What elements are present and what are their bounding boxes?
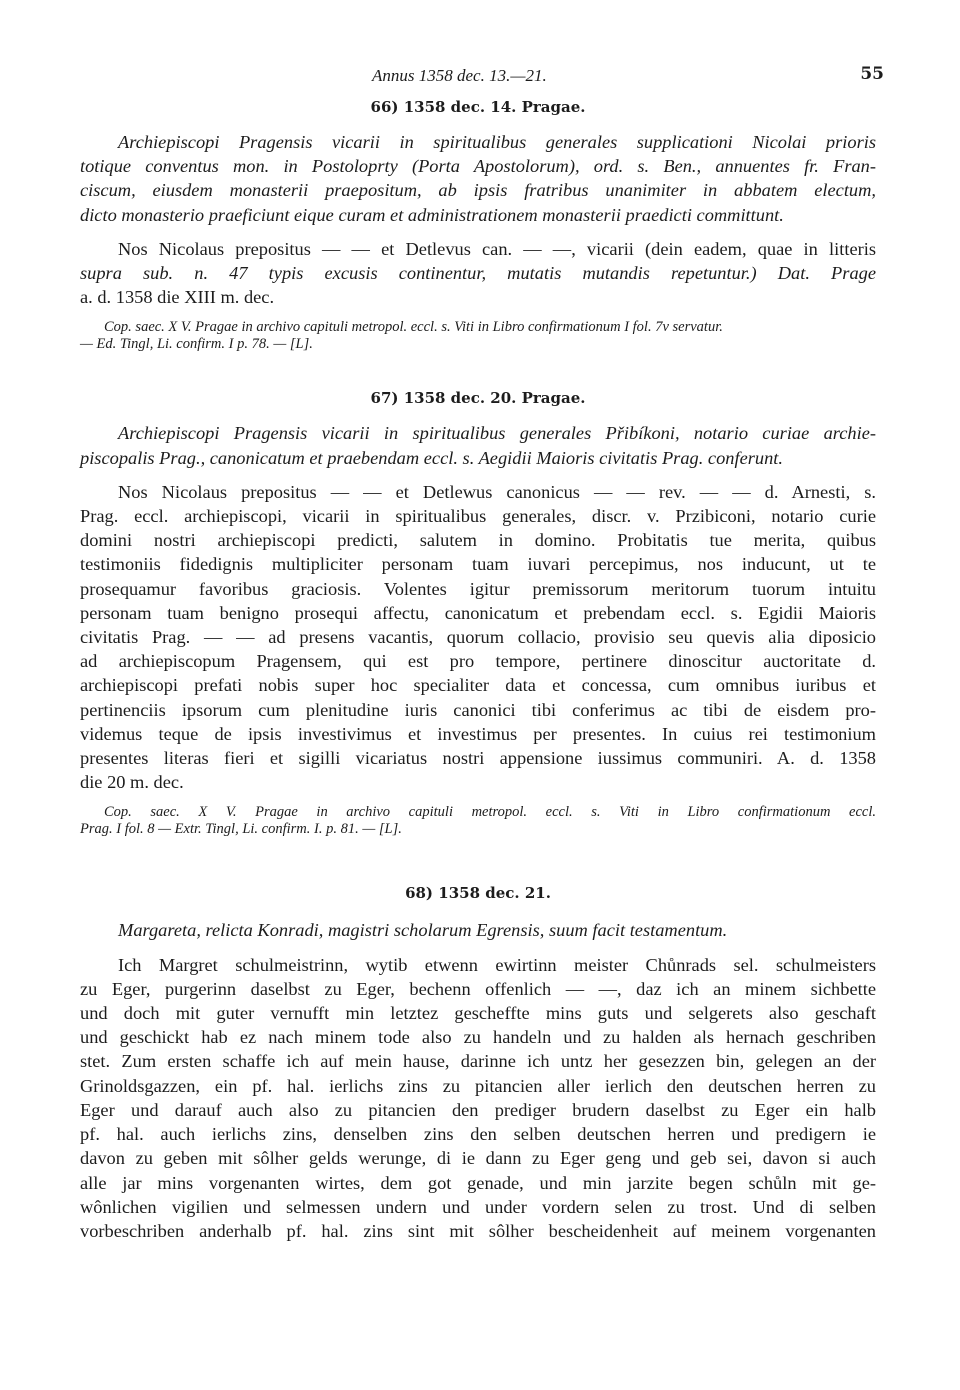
entry-68 bbox=[80, 884, 876, 1243]
entry-67 bbox=[80, 389, 876, 838]
entry-regest: Margareta, relicta Konradi, magistri scholarum Egrensis, suum facit testamentum. bbox=[118, 920, 728, 941]
page-header bbox=[80, 64, 884, 94]
entry-regest: Archiepiscopi Pragensis vicarii in spiritualibus generales Přibíkoni, notario curiae archie- piscopalis Prag., canonicatum et praebendam eccl. s. Aegidii Maioris civitatis Prag. conferunt. bbox=[80, 423, 876, 468]
entry-regest: Archiepiscopi Pragensis vicarii in spiritualibus generales supplicationi Nicolai prioris totique conventus mon. in Postoloprty (Porta Apostolorum), ord. s. Ben., annuentes fr. Fran- ciscum, eiusdem monasterii praepositum, ab ipsis fratribus unanimiter in abbatem electum, dicto monasterio praeficiunt eique curam et administrationem monasterii praedicti committunt. bbox=[80, 132, 876, 225]
running-title: Annus 1358 dec. 13.—21. bbox=[372, 66, 547, 85]
page-number: 55 bbox=[860, 64, 884, 84]
entry-66 bbox=[80, 98, 876, 353]
entry-heading: 68) 1358 dec. 21. bbox=[405, 884, 551, 903]
entry-text: Nos Nicolaus prepositus — — et Detlevus can. — —, vicarii (dein eadem, quae in litteris supra sub. n. 47 typis excusis continentur, mutatis mutandis repetuntur.) Dat. Prage a. d. 1358 die XIII m. dec. bbox=[80, 238, 876, 308]
entry-source-note: Cop. saec. X V. Pragae in archivo capituli metropol. eccl. s. Viti in Libro confirmationum eccl. Prag. I fol. 8 — Extr. Tingl, Li. confirm. I. p. 81. — [L]. bbox=[80, 804, 876, 838]
entry-text: Ich Margret schulmeistrinn, wytib etwenn ewirtinn meister Chůnrads sel. schulmeisters zu Eger, purgerinn daselbst zu Eger, bechenn offenlich — —, daz ich an minem sichbette und doch mit guter vernufft min letztez gescheffte mins guts und selgerets also geschaft und geschickt hab ez nach minem tode also zu handeln und zu halden als hernach geschriben stet. Zum ersten schaffe ich auf mein hause, darinne ich untz her gesezzen bin, gelegen an der Grinoldsgazzen, ein pf. hal. ierlichs zins zu pitancien aller ierlich den deutschen herren zu Eger und darauf auch also zu pitancien den prediger brudern daselbst zu Eger ein halb pf. hal. auch ierlichs zins, denselben zins den selben deutschen herren und predigern ie davon zu geben mit sôlher gelds werunge, di ie dann zu Eger geng und geb sei, davon si auch alle jar mins vorgenanten wirtes, dem got genade, und min jarzite begen schůln mit ge- wônlichen vigilien und selmessen undern und under vordern selen zu trost. Und di selben vorbeschriben anderhalb pf. hal. zins sint mit sôlher bescheidenheit auf meinem vorgenanten bbox=[80, 954, 876, 1241]
entry-source-note: Cop. saec. X V. Pragae in archivo capituli metropol. eccl. s. Viti in Libro confirmationum I fol. 7v servatur. — Ed. Tingl, Li. confirm. I p. 78. — [L]. bbox=[80, 319, 723, 353]
entry-text: Nos Nicolaus prepositus — — et Detlewus canonicus — — rev. — — d. Arnesti, s. Prag. eccl. archiepiscopi, vicarii in spiritualibus generales, discr. v. Przibiconi, notario curie domini nostri archiepiscopi predicti, salutem in domino. Probitatis tue merita, quibus testimoniis fidedignis multipliciter personam tuam iuvari percepimus, nos inducunt, ut te prosequamur favoribus graciosis. Volentes igitur premissorum meritorum tuorum intuitu personam tuam benigno prosequi affectu, canonicatum et prebendam eccl. s. Egidii Maioris civitatis Prag. — — ad presens vacantis, quorum collacio, provisio seu quevis alia diposicio ad archiepiscopum Pragensem, qui est pro tempore, pertinere dinoscitur auctoritate d. archiepiscopi prefati nobis super hoc specialiter data et concessa, cum omnibus iuribus et pertinenciis ipsorum cum plenitudine iuris canonici tibi conferimus ac tibi de eisdem pro- videmus teque de ipsis investivimus et investimus per presentes. In cuius rei testimonium presentes literas fieri et sigilli vicariatus nostri appensione iussimus communiri. A. d. 1358 die 20 m. dec. bbox=[80, 481, 876, 793]
entry-heading: 66) 1358 dec. 14. Pragae. bbox=[370, 98, 586, 116]
entry-heading: 67) 1358 dec. 20. Pragae. bbox=[370, 389, 586, 408]
